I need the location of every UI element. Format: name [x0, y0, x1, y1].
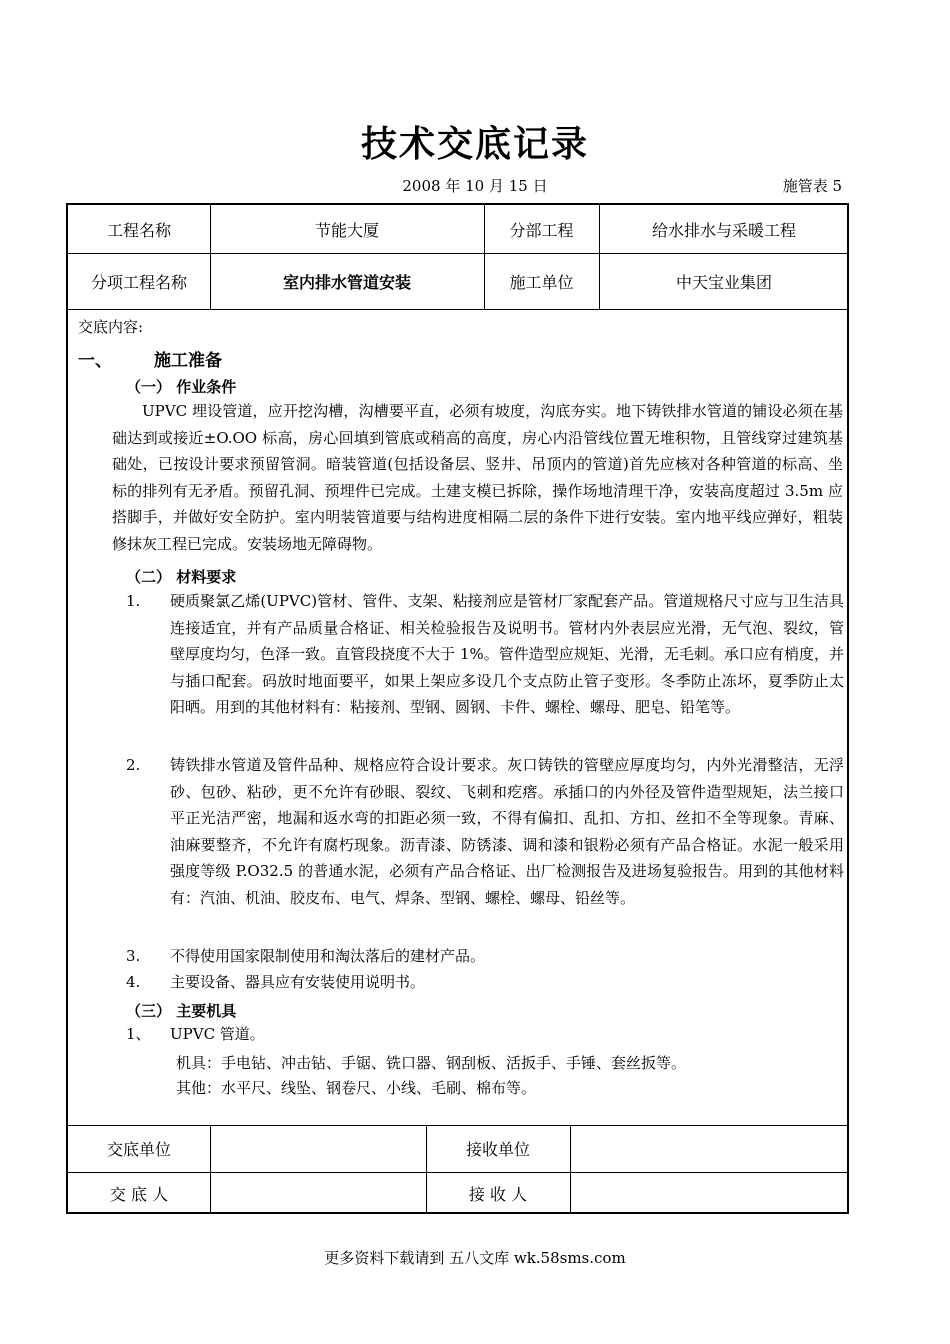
content-section: [68, 310, 847, 1125]
list-item: [126, 752, 844, 911]
work-conditions-text: UPVC 埋设管道，应开挖沟槽，沟槽要平直，必须有坡度，沟底夯实。地下铸铁排水管道的铺设必须在基础达到或接近±O.OO 标高，房心回填到管底或稍高的高度，房心内沿管线位置无堆积物，且管线穿过建筑基础处，已按设计要求预留管洞。暗装管道(包括设备层、竖井、吊顶内的管道)首先应核对各种管道的标高、坐标的排列有无矛盾。预留孔洞、预埋件已完成。土建支模已拆除，操作场地清理干净，安装高度超过 3.5m 应搭脚手，并做好安全防护。室内明装管道要与结构进度相隔二层的条件下进行安装。室内地平线应弹好，粗装修抹灰工程已完成。安装场地无障碍物。: [112, 402, 843, 553]
receiver-label: 接 收 人: [468, 1184, 528, 1204]
subitem-label: 分项工程名称: [90, 272, 187, 292]
list-item-text: 铸铁排水管道及管件品种、规格应符合设计要求。灰口铸铁的管壁应厚度均匀，内外光滑整洁，无浮砂、包砂、粘砂，更不允许有砂眼、裂纹、飞刺和疙瘩。承插口的内外径及管件造型规矩，法兰接口平正光洁严密，地漏和返水弯的扣距必须一致，不得有偏扣、乱扣、方扣、丝扣不全等现象。青麻、油麻要整齐，不允许有腐朽现象。沥青漆、防锈漆、调和漆和银粉必须有产品合格证。水泥一般采用强度等级 P.O32.5 的普通水泥，必须有产品合格证、出厂检测报告及进场复验报告。用到的其他材料有：汽油、机油、胶皮布、电气、焊条、型钢、螺栓、螺母、铅丝等。: [170, 756, 844, 907]
issuer-unit-field[interactable]: [210, 1125, 426, 1172]
record-form: [66, 203, 849, 1214]
receiver-unit-field[interactable]: [570, 1125, 849, 1172]
subsection-work-conditions: （一） 作业条件: [126, 378, 237, 396]
tool-list-machines: 机具：手电钻、冲击钻、手锯、铣口器、钢刮板、活扳手、手锤、套丝扳等。: [176, 1054, 687, 1072]
list-item-number: 4.: [126, 973, 141, 991]
list-item-text: 硬质聚氯乙烯(UPVC)管材、管件、支架、粘接剂应是管材厂家配套产品。管道规格尺寸应与卫生洁具连接适宜，并有产品质量合格证、相关检验报告及说明书。管材内外表层应光滑，无气泡、裂纹，管壁厚度均匀，色泽一致。直管段挠度不大于 1%。管件造型应规矩、光滑，无毛刺。承口应有梢度，并与插口配套。码放时地面要平，如果上架应多设几个支点防止管子变形。冬季防止冻坏，夏季防止太阳晒。用到的其他材料有：粘接剂、型钢、圆钢、卡件、螺栓、螺母、肥皂、铅笔等。: [170, 592, 844, 716]
form-number: 施管表 5: [782, 177, 842, 195]
receiver-unit-label: 接收单位: [465, 1140, 530, 1159]
division-value: 给水排水与采暖工程: [651, 220, 796, 240]
list-item-number: 1.: [126, 592, 141, 610]
section-heading: [78, 346, 222, 371]
subsection-material-requirements: （二） 材料要求: [126, 568, 237, 586]
division-label: 分部工程: [509, 220, 574, 240]
project-name-value: 节能大厦: [314, 220, 379, 240]
list-item-number: 3.: [126, 947, 141, 965]
list-item: [126, 943, 844, 970]
tool-title: UPVC 管道。: [170, 1025, 265, 1043]
subsection-main-tools: （三） 主要机具: [126, 1002, 237, 1020]
issuer-unit-label: 交底单位: [106, 1140, 171, 1159]
tool-number: 1、: [126, 1025, 151, 1043]
issuer-label: 交 底 人: [109, 1184, 169, 1204]
contractor-value: 中天宝业集团: [675, 272, 772, 292]
list-item-text: 不得使用国家限制使用和淘汰落后的建材产品。: [170, 947, 486, 965]
issuer-field[interactable]: [210, 1172, 426, 1214]
content-label: 交底内容:: [78, 318, 144, 336]
contractor-label: 施工单位: [509, 272, 574, 292]
section-number: 一、: [78, 351, 112, 371]
page-title: 技术交底记录: [360, 124, 589, 165]
list-item-text: 主要设备、器具应有安装使用说明书。: [170, 973, 426, 991]
tool-heading: [126, 1021, 844, 1048]
list-item-number: 2.: [126, 756, 141, 774]
project-name-label: 工程名称: [106, 220, 171, 240]
tool-list-other: 其他：水平尺、线坠、钢卷尺、小线、毛刷、棉布等。: [176, 1079, 537, 1097]
record-date: 2008 年 10 月 15 日: [402, 177, 548, 195]
subitem-value: 室内排水管道安装: [282, 272, 411, 292]
footer-note: 更多资料下载请到 五八文库 wk.58sms.com: [324, 1249, 626, 1267]
list-item: [126, 969, 844, 996]
list-item: [126, 588, 844, 721]
receiver-field[interactable]: [570, 1172, 849, 1214]
section-title: 施工准备: [154, 351, 222, 371]
